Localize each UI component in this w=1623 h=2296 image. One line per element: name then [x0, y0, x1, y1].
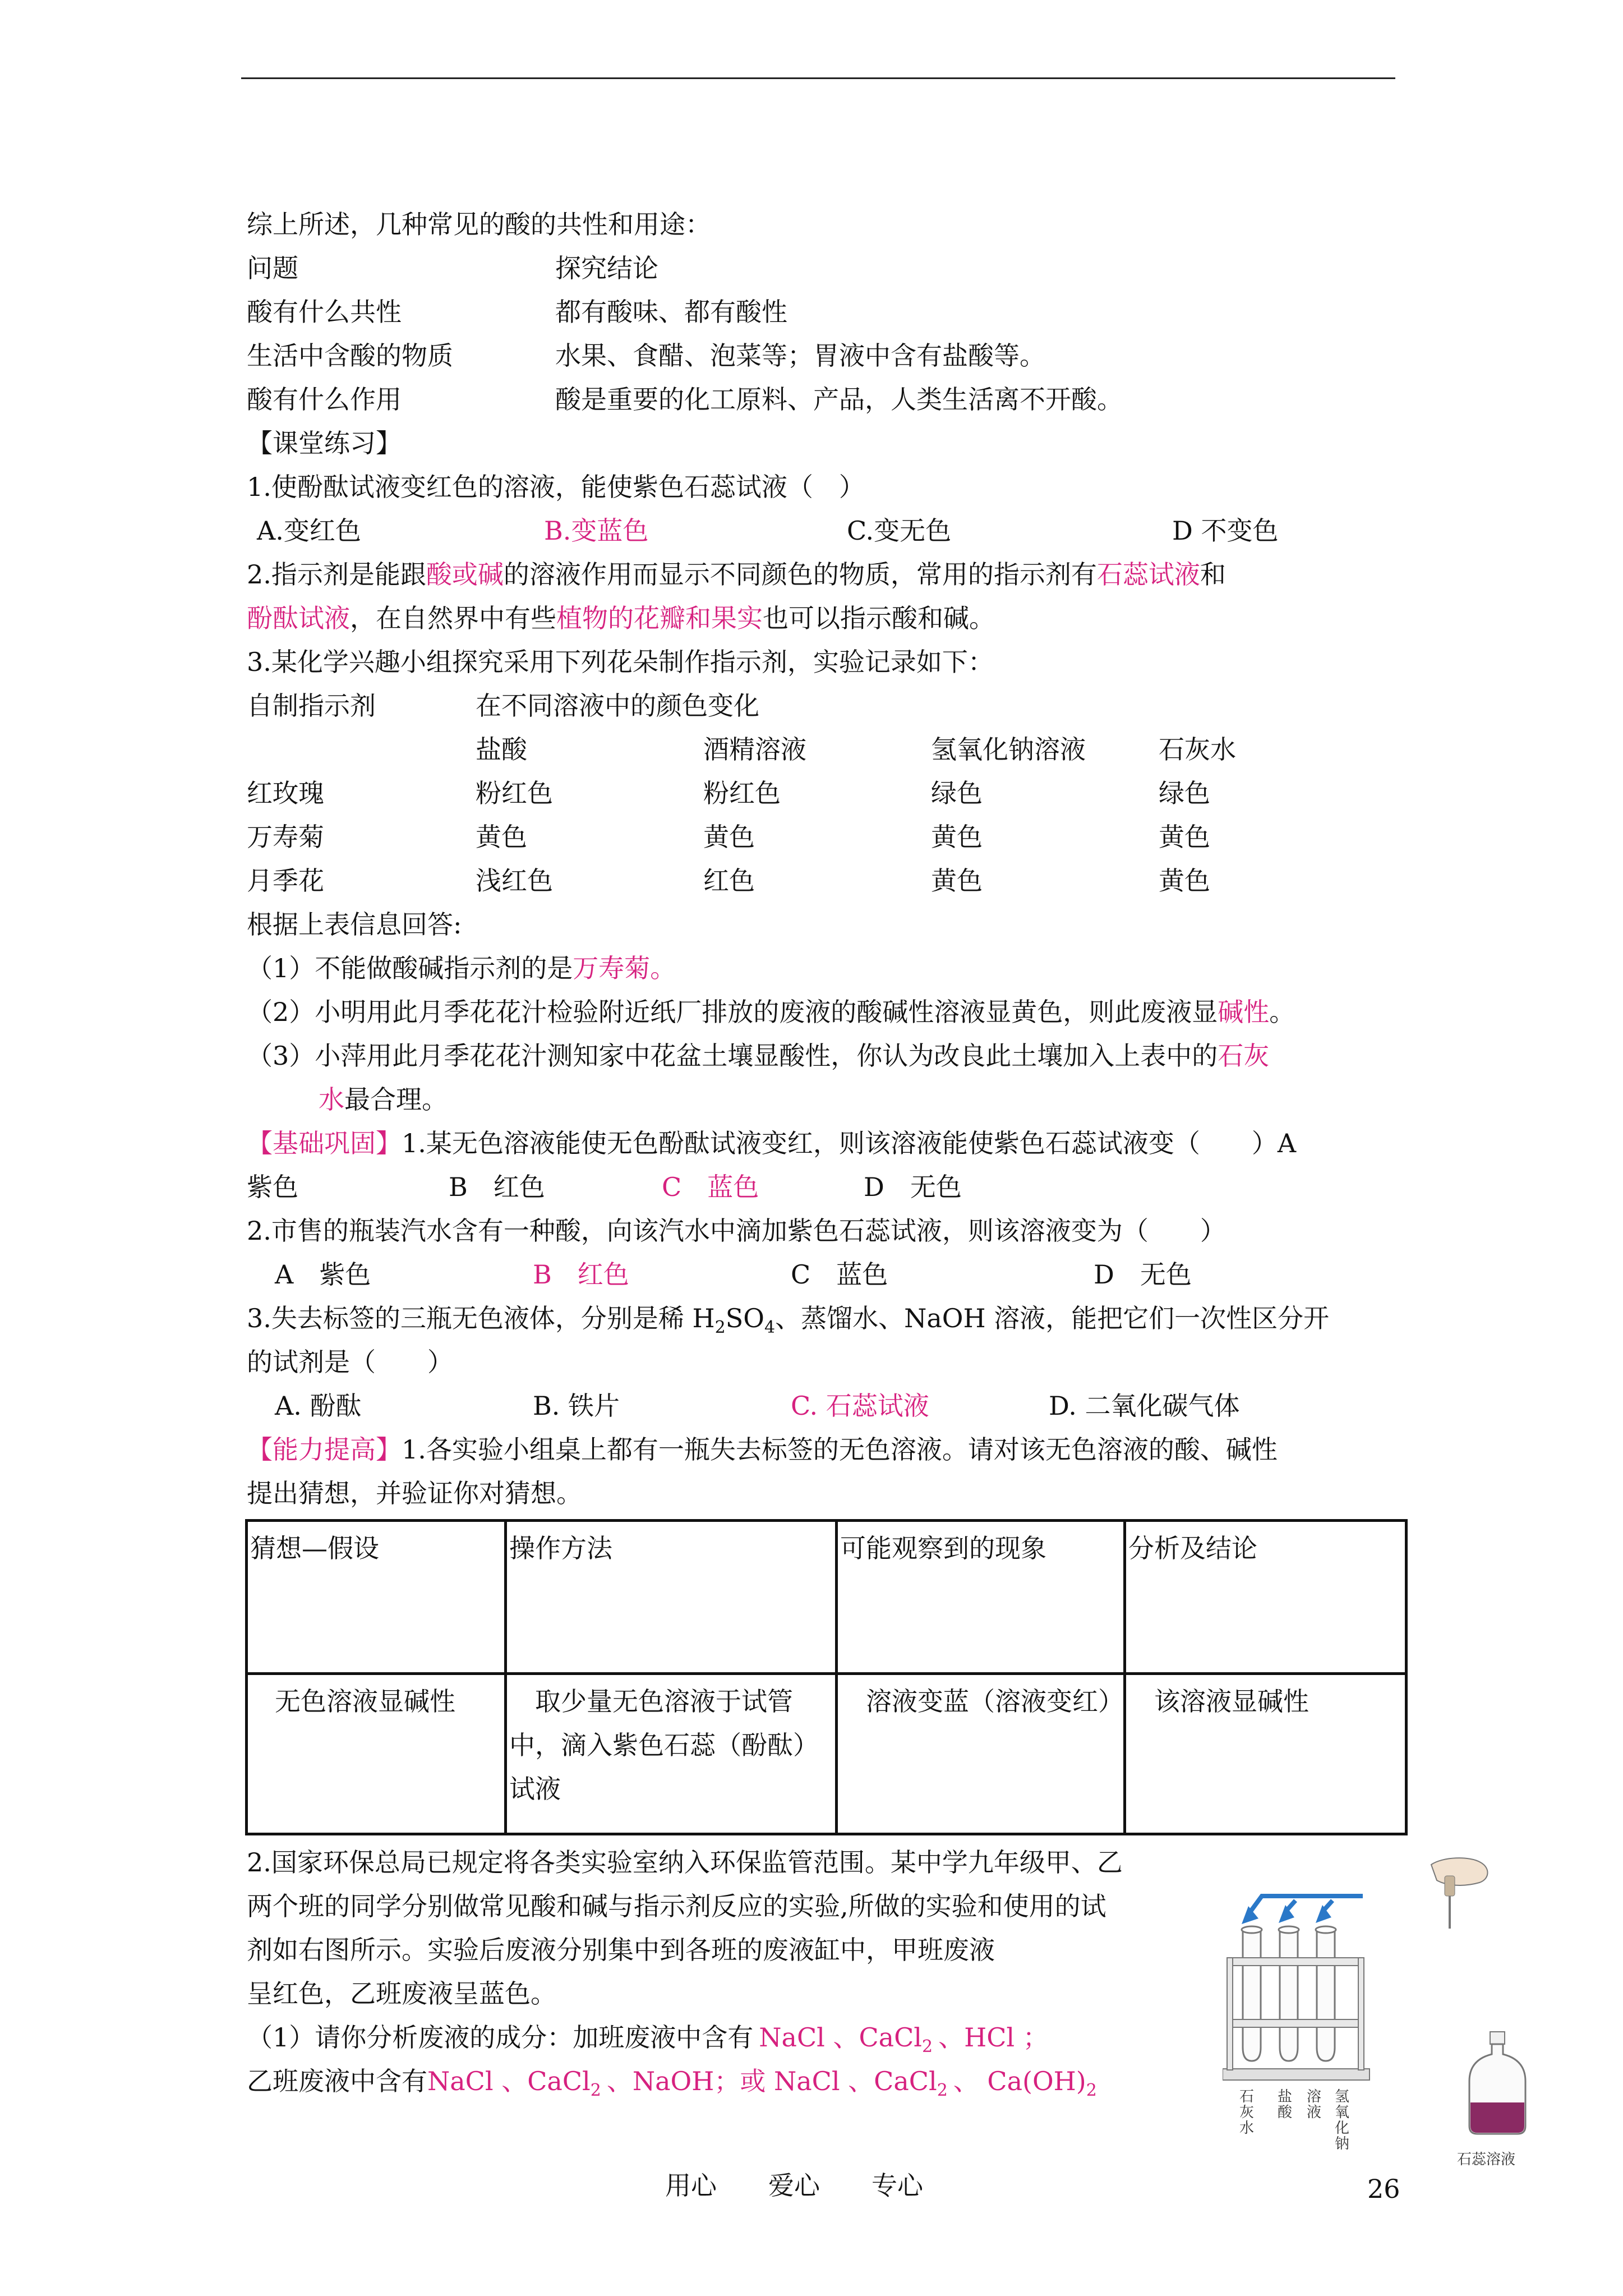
summary-header-question: 问题 — [247, 253, 298, 283]
tube-label-char: 化 — [1335, 2120, 1350, 2137]
practice-q2-line2 — [247, 601, 995, 635]
solution-header: 石灰水 — [1159, 734, 1236, 765]
experiment-table — [245, 1519, 1408, 1835]
indicator-color: 黄色 — [931, 822, 983, 852]
solution-header: 盐酸 — [476, 734, 527, 765]
basic-q3-option: D. 二氧化碳气体 — [1049, 1391, 1240, 1421]
q2-answer-litmus: 石蕊试液 — [1096, 559, 1200, 590]
rack-base — [1223, 2069, 1370, 2080]
basic-q3-line1 — [247, 1301, 1329, 1345]
q3-sub2-end: 。 — [1269, 997, 1295, 1027]
advanced-q2-line: 剂如右图所示。实验后废液分别集中到各班的废液缸中，甲班废液 — [247, 1935, 995, 1965]
table-header-cell: 猜想—假设 — [247, 1521, 506, 1674]
indicator-color: 黄色 — [931, 866, 983, 896]
test-tube — [1243, 1930, 1261, 2061]
tube-label-char: 盐 — [1278, 2088, 1293, 2105]
practice-q1-option-b-answer: B.变蓝色 — [544, 516, 649, 546]
basic-q3-option: B. 铁片 — [533, 1391, 620, 1421]
tube-label — [1239, 2088, 1254, 2137]
q2-sub2-answer: 、 Ca(OH) — [953, 2066, 1086, 2096]
advanced-q2-sub1 — [247, 2021, 1049, 2064]
tube-rim — [1316, 1926, 1336, 1933]
q3-sub3-end: 最合理。 — [344, 1084, 448, 1115]
class-practice-heading: 【课堂练习】 — [247, 428, 402, 458]
q2-text: 和 — [1200, 559, 1226, 590]
solution-header: 氢氧化钠溶液 — [931, 734, 1086, 765]
q2-sub2-subscript: 2 — [937, 2081, 948, 2101]
arrow-icon — [1242, 1906, 1258, 1924]
practice-q1-option-a: A.变红色 — [257, 516, 361, 546]
indicator-flower: 红玫瑰 — [247, 778, 324, 808]
indicator-color: 浅红色 — [476, 866, 553, 896]
basic-q1-stem: 1.某无色溶液能使无色酚酞试液变红，则该溶液能使紫色石蕊试液变（ ）A — [402, 1128, 1297, 1158]
hand-icon — [1431, 1858, 1488, 1885]
q3-sub2 — [247, 995, 1295, 1029]
basic-q1-option-answer: C 蓝色 — [662, 1172, 759, 1202]
indicator-color: 红色 — [703, 866, 755, 896]
q2-sub2-answer: NaCl 、CaCl — [427, 2066, 591, 2096]
tube-label-char: 酸 — [1278, 2104, 1293, 2121]
q3-sub3 — [247, 1039, 1269, 1073]
rack-leg — [1358, 1958, 1364, 2070]
indicator-color: 粉红色 — [703, 778, 781, 808]
q3-sub3-answer-cont: 水 — [319, 1084, 344, 1115]
table-header-cell: 操作方法 — [506, 1521, 837, 1674]
summary-row-question: 酸有什么共性 — [247, 297, 402, 327]
basic-q2-option-answer: B 红色 — [533, 1259, 629, 1290]
header-rule — [241, 77, 1395, 79]
litmus-liquid — [1470, 2102, 1524, 2133]
tube-label-char: 氧 — [1335, 2104, 1350, 2121]
q2-text: 2.指示剂是能跟 — [247, 559, 426, 590]
basic-q2-option: D 无色 — [1094, 1259, 1192, 1290]
practice-q1-stem: 1.使酚酞试液变红色的溶液，能使紫色石蕊试液（ ） — [247, 472, 865, 502]
tube-label-char: 溶 — [1307, 2088, 1322, 2105]
q2-answer-petals: 植物的花瓣和果实 — [556, 603, 763, 633]
indicator-color: 黄色 — [703, 822, 755, 852]
indicator-color: 黄色 — [1159, 866, 1210, 896]
tube-rim — [1242, 1926, 1262, 1933]
bottle-label: 石蕊溶液 — [1457, 2151, 1516, 2168]
q2-sub2-answer: 、NaOH；或 NaCl 、CaCl — [606, 2066, 937, 2096]
indicator-flower: 万寿菊 — [247, 822, 324, 852]
test-tube-figure — [1223, 1834, 1559, 2182]
tube-label — [1307, 2088, 1321, 2121]
footer-item: 爱心 — [768, 2170, 820, 2201]
test-tube — [1317, 1930, 1335, 2061]
basic-q3-sub: 2 — [714, 1318, 726, 1338]
basic-q1-option: B 红色 — [449, 1172, 545, 1202]
summary-intro: 综上所述，几种常见的酸的共性和用途： — [247, 209, 711, 240]
q2-text: ，在自然界中有些 — [350, 603, 556, 633]
tube-label — [1335, 2088, 1349, 2152]
tube-label-char: 灰 — [1239, 2104, 1255, 2121]
q2-text: 也可以指示酸和碱。 — [763, 603, 995, 633]
summary-row-conclusion: 都有酸味、都有酸性 — [555, 297, 787, 327]
basic-q3-line2: 的试剂是（ ） — [247, 1347, 453, 1377]
practice-q2-line1 — [247, 558, 1226, 591]
advanced-q1-text: 1.各实验小组桌上都有一瓶失去标签的无色溶液。请对该无色溶液的酸、碱性 — [402, 1434, 1278, 1465]
advanced-q2-line: 2.国家环保总局已规定将各类实验室纳入环保监管范围。某中学九年级甲、乙 — [247, 1847, 1123, 1878]
q2-sub1-answer-end: 、HCl ； — [938, 2022, 1049, 2053]
basic-q2-option: A 紫色 — [275, 1259, 371, 1290]
advanced-q2-line: 呈红色，乙班废液呈蓝色。 — [247, 1978, 556, 2009]
summary-header-conclusion: 探究结论 — [555, 253, 658, 283]
table-header-cell: 分析及结论 — [1125, 1521, 1407, 1674]
advanced-label: 【能力提高】 — [247, 1434, 402, 1465]
indicator-color: 黄色 — [1159, 822, 1210, 852]
table-cell: 溶液变蓝（溶液变红） — [837, 1674, 1125, 1834]
test-tube — [1280, 1930, 1298, 2061]
basic-q3-text: 、蒸馏水、NaOH 溶液，能把它们一次性区分开 — [775, 1303, 1330, 1333]
q2-sub1-subscript: 2 — [922, 2037, 933, 2057]
q3-sub1-text: （1）不能做酸碱指示剂的是 — [247, 953, 573, 983]
practice-q1-option-d: D 不变色 — [1172, 516, 1279, 546]
table-header-row — [247, 1521, 1407, 1674]
footer-item: 专心 — [872, 2170, 923, 2201]
rack-leg — [1227, 1958, 1233, 2070]
q3-sub2-answer: 碱性 — [1218, 997, 1270, 1027]
basic-q1-option: D 无色 — [864, 1172, 962, 1202]
solution-header: 酒精溶液 — [703, 734, 806, 765]
basic-label: 【基础巩固】 — [247, 1128, 402, 1158]
advanced-q1-line1 — [247, 1433, 1278, 1466]
q3-sub1 — [247, 951, 676, 985]
q3-sub3-cont — [319, 1083, 448, 1116]
indicator-color: 粉红色 — [476, 778, 553, 808]
basic-q1-line1 — [247, 1126, 1296, 1160]
table-cell: 取少量无色溶液于试管中，滴入紫色石蕊（酚酞）试液 — [506, 1674, 837, 1834]
q2-sub2-subscript: 2 — [1086, 2081, 1097, 2101]
summary-row-question: 酸有什么作用 — [247, 384, 402, 415]
q2-answer-phenolphthalein: 酚酞试液 — [247, 603, 350, 633]
q2-sub1-text: （1）请你分析废液的成分：加班废液中含有 — [247, 2022, 754, 2053]
rack-shelf — [1227, 2019, 1364, 2027]
tube-rim — [1279, 1926, 1299, 1933]
indicator-color: 黄色 — [476, 822, 527, 852]
arrow-icon — [1249, 1896, 1363, 1913]
bottle-stopper — [1490, 2032, 1505, 2044]
q2-text: 的溶液作用而显示不同颜色的物质，常用的指示剂有 — [503, 559, 1097, 590]
table-cell: 无色溶液显碱性 — [247, 1674, 506, 1834]
table-row — [247, 1674, 1407, 1834]
tube-label-char: 液 — [1307, 2104, 1322, 2121]
basic-q3-text: 3.失去标签的三瓶无色液体，分别是稀 H — [247, 1303, 715, 1333]
summary-row-question: 生活中含酸的物质 — [247, 341, 453, 371]
indicator-color: 绿色 — [1159, 778, 1210, 808]
tube-label — [1278, 2088, 1293, 2121]
basic-q2-stem: 2.市售的瓶装汽水含有一种酸，向该汽水中滴加紫色石蕊试液，则该溶液变为（ ） — [247, 1216, 1226, 1246]
tube-label-char: 水 — [1239, 2120, 1255, 2137]
tube-label-char: 氢 — [1335, 2088, 1350, 2105]
summary-row-conclusion: 水果、食醋、泡菜等；胃液中含有盐酸等。 — [555, 341, 1045, 371]
tube-label-char: 钠 — [1335, 2136, 1350, 2152]
practice-q1-option-c: C.变无色 — [847, 516, 952, 546]
practice-q3-stem: 3.某化学兴趣小组探究采用下列花朵制作指示剂，实验记录如下： — [247, 647, 994, 677]
advanced-q1-line2: 提出猜想，并验证你对猜想。 — [247, 1478, 582, 1508]
basic-q3-option: A. 酚酞 — [275, 1391, 362, 1421]
advanced-q2-line: 两个班的同学分别做常见酸和碱与指示剂反应的实验,所做的实验和使用的试 — [247, 1891, 1106, 1921]
q3-sub1-answer: 万寿菊。 — [573, 953, 676, 983]
q3-prompt: 根据上表信息回答: — [247, 909, 462, 940]
dropper-bulb — [1445, 1876, 1455, 1896]
page-number: 26 — [1367, 2174, 1400, 2204]
q3-sub2-text: （2）小明用此月季花花汁检验附近纸厂排放的废液的酸碱性溶液显黄色，则此废液显 — [247, 997, 1218, 1027]
q2-sub2-subscript: 2 — [590, 2081, 601, 2101]
indicator-group-header: 在不同溶液中的颜色变化 — [476, 691, 759, 721]
basic-q1-option: 紫色 — [247, 1172, 298, 1202]
q3-sub3-text: （3）小萍用此月季花花汁测知家中花盆土壤显酸性，你认为改良此土壤加入上表中的 — [247, 1041, 1218, 1071]
basic-q3-sub: 4 — [764, 1318, 776, 1338]
tube-label-char: 石 — [1239, 2088, 1255, 2105]
advanced-q2-sub2 — [247, 2064, 1097, 2108]
table-cell: 该溶液显碱性 — [1125, 1674, 1407, 1834]
indicator-col-header: 自制指示剂 — [247, 691, 376, 721]
table-header-cell: 可能观察到的现象 — [837, 1521, 1125, 1674]
q2-sub1-answer: NaCl 、CaCl — [759, 2022, 923, 2053]
indicator-flower: 月季花 — [247, 866, 324, 896]
q2-answer-acid-base: 酸或碱 — [426, 559, 504, 590]
basic-q3-text: SO — [725, 1303, 764, 1333]
basic-q3-option-answer: C. 石蕊试液 — [791, 1391, 929, 1421]
footer-item: 用心 — [665, 2170, 717, 2201]
rack-shelf — [1227, 1958, 1364, 1966]
basic-q2-option: C 蓝色 — [791, 1259, 888, 1290]
q3-sub3-answer: 石灰 — [1218, 1041, 1270, 1071]
indicator-color: 绿色 — [931, 778, 983, 808]
summary-row-conclusion: 酸是重要的化工原料、产品，人类生活离不开酸。 — [555, 384, 1123, 415]
q2-sub2-text: 乙班废液中含有 — [247, 2066, 427, 2096]
